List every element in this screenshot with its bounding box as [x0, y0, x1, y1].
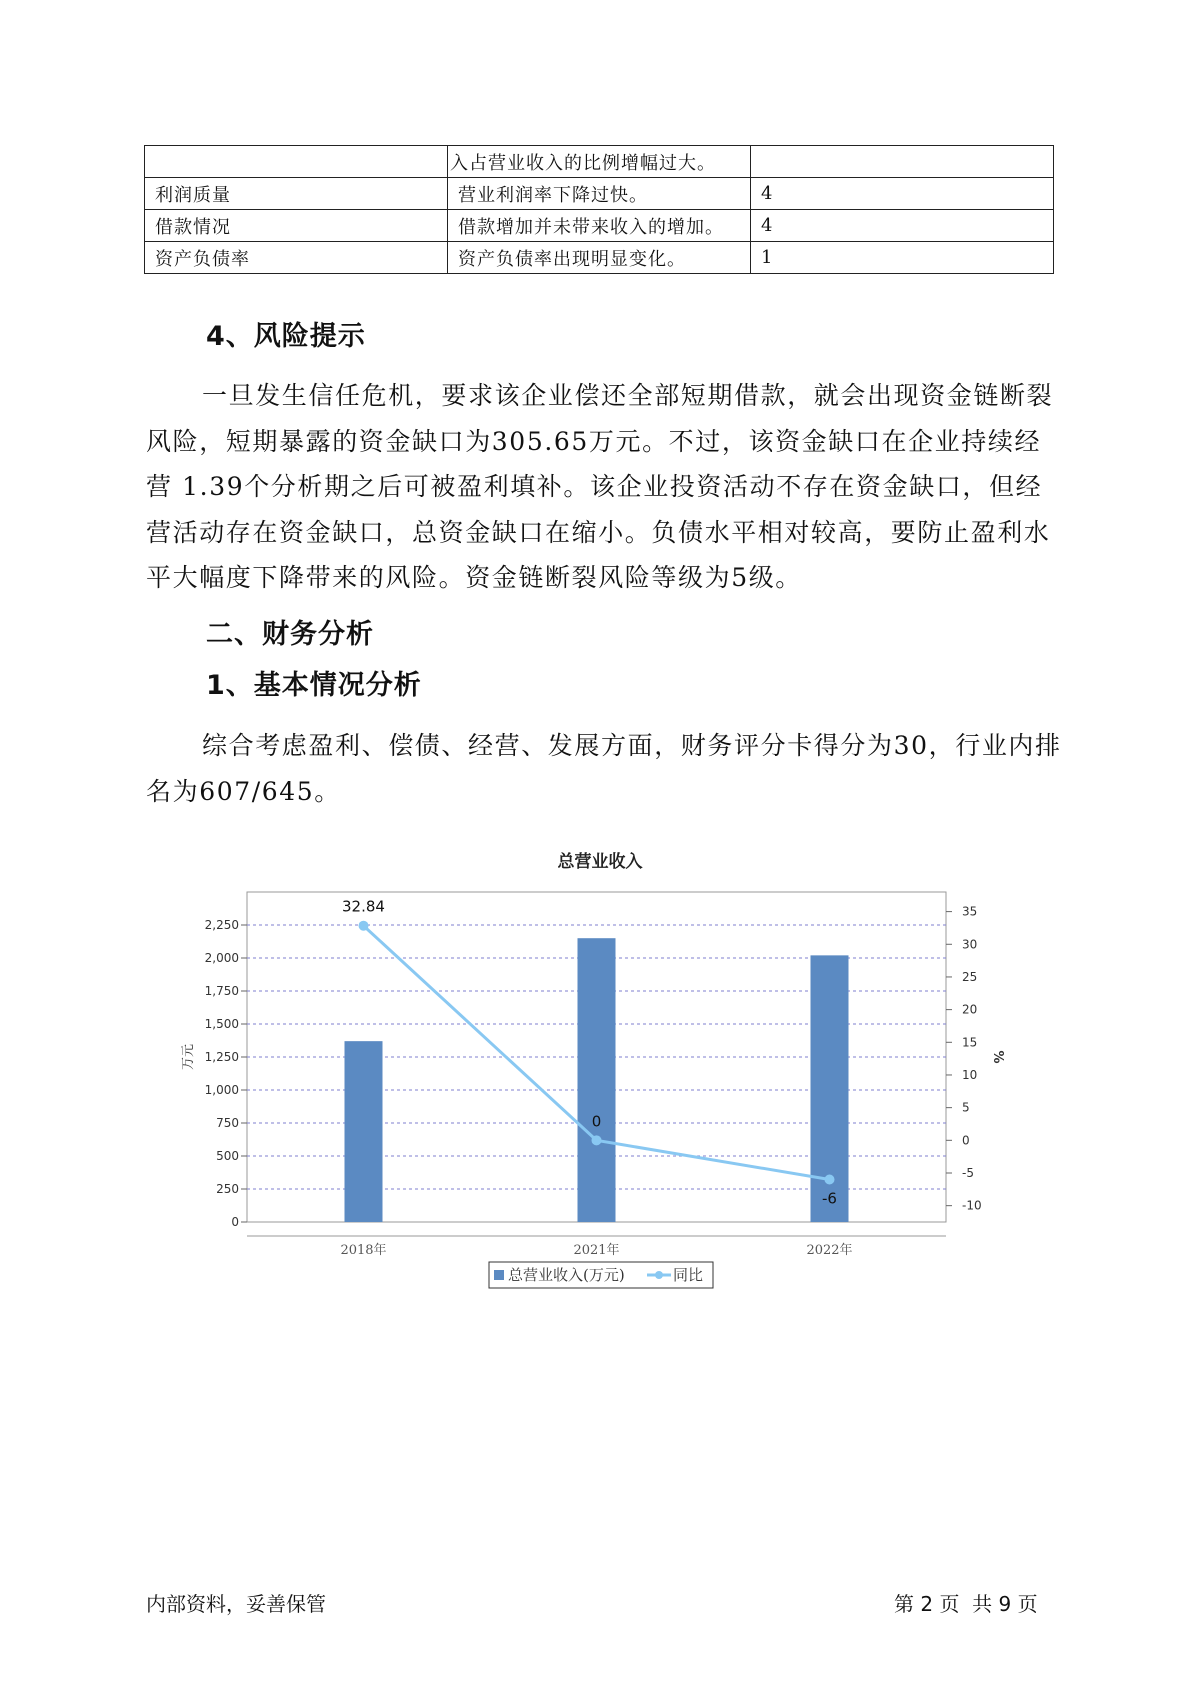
- risk-heading: 4、风险提示: [206, 321, 366, 352]
- legend-label-yoy: 同比: [673, 1266, 704, 1284]
- table-cell-indicator: 利润质量: [145, 178, 448, 210]
- y2-tick-label: 30: [962, 937, 978, 952]
- y2-tick-label: -10: [962, 1198, 982, 1213]
- y2-tick-label: 5: [962, 1100, 970, 1115]
- table-cell-score: 4: [751, 178, 1054, 210]
- y-tick-label: 2,250: [204, 918, 239, 932]
- table-cell-description: 借款增加并未带来收入的增加。: [448, 210, 751, 242]
- data-label: 0: [591, 1112, 602, 1131]
- finance-heading: 二、财务分析: [206, 619, 374, 650]
- y2-tick-label: 35: [962, 904, 978, 919]
- table-cell-indicator: 借款情况: [145, 210, 448, 242]
- legend-label-revenue: 总营业收入(万元): [508, 1266, 625, 1284]
- basic-text: 综合考虑盈利、偿债、经营、发展方面，财务评分卡得分为30，行业内排名为607/645。: [146, 731, 1062, 806]
- table-cell-score: 4: [751, 210, 1054, 242]
- line-point: [825, 1175, 835, 1185]
- line-point: [359, 921, 369, 931]
- y-tick-label: 1,500: [204, 1017, 239, 1031]
- y-tick-label: 250: [216, 1182, 239, 1196]
- y-tick-label: 750: [216, 1116, 239, 1130]
- x-tick-label: 2022年: [806, 1243, 853, 1258]
- legend-swatch-point: [655, 1271, 663, 1279]
- y2-tick-label: 0: [962, 1133, 970, 1148]
- basic-heading: 1、基本情况分析: [206, 670, 422, 701]
- legend-swatch-bar: [494, 1270, 504, 1280]
- y-axis-title: 万元: [181, 1043, 196, 1071]
- data-label: -6: [822, 1189, 837, 1208]
- bar: [578, 938, 616, 1222]
- y2-tick-label: 20: [962, 1002, 978, 1017]
- data-label: 32.84: [342, 897, 385, 916]
- table-cell-description: 营业利润率下降过快。: [448, 178, 751, 210]
- bar: [345, 1041, 383, 1222]
- y2-tick-label: 25: [962, 969, 978, 984]
- y-tick-label: 2,000: [204, 951, 239, 965]
- line-point: [592, 1135, 602, 1145]
- table-cell-description: 入占营业收入的比例增幅过大。: [448, 146, 751, 178]
- x-tick-label: 2018年: [340, 1243, 387, 1258]
- y-tick-label: 0: [231, 1215, 239, 1229]
- table-cell-indicator: 资产负债率: [145, 242, 448, 274]
- footer-confidential: 内部资料，妥善保管: [146, 1592, 326, 1616]
- y-tick-label: 1,000: [204, 1083, 239, 1097]
- chart-title: 总营业收入: [557, 852, 643, 872]
- y-tick-label: 500: [216, 1149, 239, 1163]
- footer-page-number: 第 2 页 共 9 页: [894, 1592, 1038, 1616]
- y2-tick-label: 15: [962, 1035, 978, 1050]
- risk-text: 一旦发生信任危机，要求该企业偿还全部短期借款，就会出现资金链断裂风险，短期暴露的资金缺口为305.65万元。不过，该资金缺口在企业持续经营 1.39个分析期之后可被盈利填补。该企业投资活动不存在资金缺口，但经营活动存在资金缺口，总资金缺口在缩小。负债水平相对较高，要防止盈利水平大幅度下降带来的风险。资金链断裂风险等级为5级。: [146, 381, 1054, 592]
- y2-tick-label: -5: [962, 1165, 974, 1180]
- y-tick-label: 1,750: [204, 984, 239, 998]
- x-tick-label: 2021年: [573, 1243, 620, 1258]
- table-cell-description: 资产负债率出现明显变化。: [448, 242, 751, 274]
- y2-tick-label: 10: [962, 1067, 978, 1082]
- y-tick-label: 1,250: [204, 1050, 239, 1064]
- table-cell-score: 1: [751, 242, 1054, 274]
- y2-axis-title: %: [990, 1050, 1005, 1064]
